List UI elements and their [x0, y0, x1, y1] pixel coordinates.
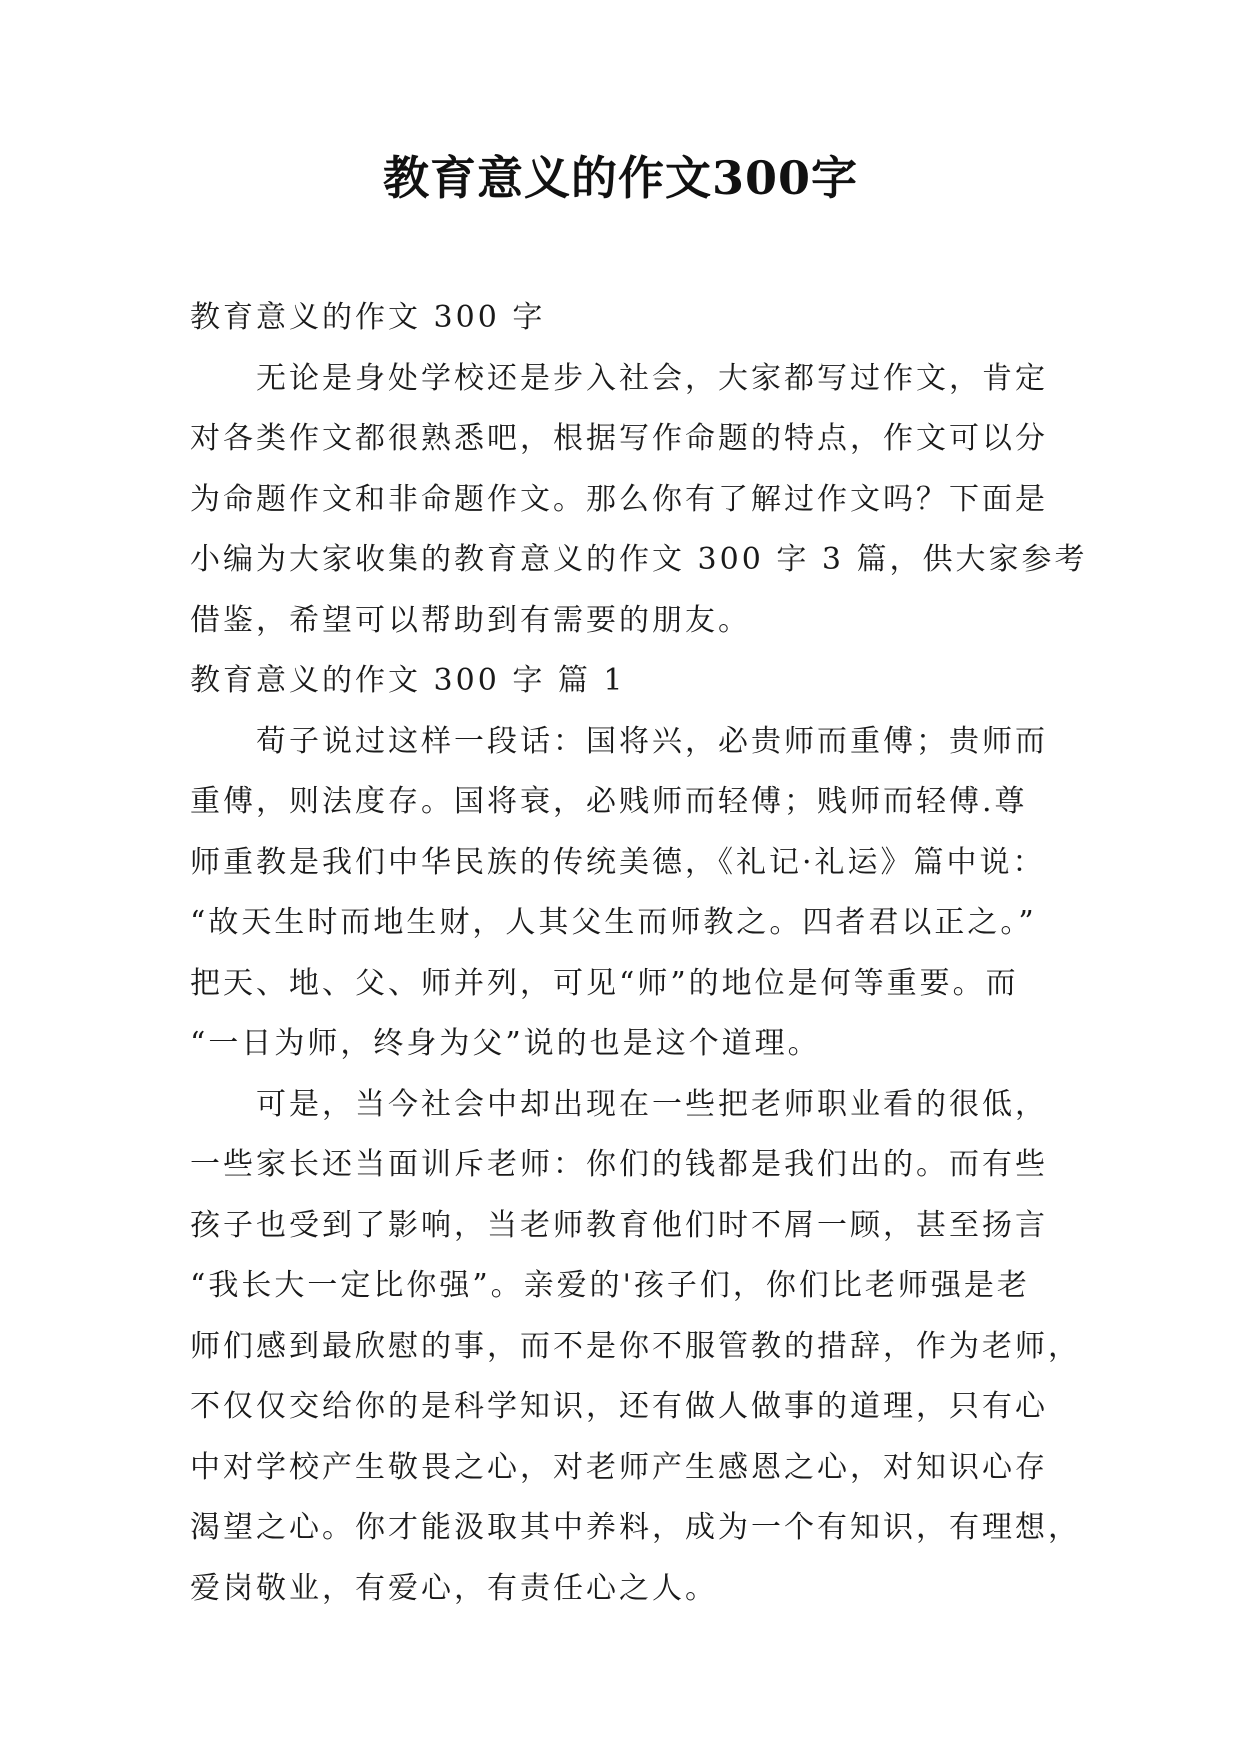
- paragraph-line: 中对学校产生敬畏之心，对老师产生感恩之心，对知识心存: [190, 1449, 1048, 1485]
- paragraph-line: “我长大一定比你强”。亲爱的'孩子们，你们比老师强是老: [190, 1268, 1030, 1303]
- paragraph-line: 对各类作文都很熟悉吧，根据写作命题的特点，作文可以分: [190, 421, 1048, 456]
- section-heading: 教育意义的作文 300 字 篇 1: [190, 663, 626, 698]
- document-subtitle: 教育意义的作文 300 字: [190, 300, 546, 335]
- essay-paragraph-2: [190, 1075, 1081, 1620]
- paragraph-line: “故天生时而地生财，人其父生而师教之。四者君以正之。”: [190, 905, 1037, 940]
- paragraph-line: 师重教是我们中华民族的传统美德，《礼记·礼运》篇中说：: [190, 844, 1046, 880]
- paragraph-line: 借鉴，希望可以帮助到有需要的朋友。: [190, 602, 751, 638]
- document-title: 教育意义的作文300字: [382, 151, 859, 205]
- document-body: [190, 288, 1088, 1619]
- paragraph-line: 重傅，则法度存。国将衰，必贱师而轻傅；贱师而轻傅.尊: [190, 784, 1028, 819]
- paragraph-line: 不仅仅交给你的是科学知识，还有做人做事的道理，只有心: [190, 1389, 1048, 1424]
- paragraph-line: “一日为师，终身为父”说的也是这个道理。: [190, 1026, 821, 1061]
- paragraph-line: 把天、地、父、师并列，可见“师”的地位是何等重要。而: [190, 965, 1019, 1001]
- paragraph-line: 无论是身处学校还是步入社会，大家都写过作文，肯定: [190, 360, 1048, 396]
- essay-paragraph-1: [190, 712, 1052, 1075]
- paragraph-line: 可是，当今社会中却出现在一些把老师职业看的很低，: [190, 1086, 1048, 1122]
- paragraph-line: 爱岗敬业，有爱心，有责任心之人。: [190, 1570, 718, 1606]
- paragraph-line: 渴望之心。你才能汲取其中养料，成为一个有知识，有理想，: [190, 1510, 1081, 1545]
- paragraph-line: 一些家长还当面训斥老师：你们的钱都是我们出的。而有些: [190, 1147, 1048, 1182]
- intro-paragraph: [190, 349, 1088, 652]
- paragraph-line: 小编为大家收集的教育意义的作文 300 字 3 篇，供大家参考: [190, 542, 1088, 577]
- paragraph-line: 师们感到最欣慰的事，而不是你不服管教的措辞，作为老师，: [190, 1328, 1081, 1364]
- paragraph-line: 为命题作文和非命题作文。那么你有了解过作文吗？下面是: [190, 481, 1048, 517]
- paragraph-line: 荀子说过这样一段话：国将兴，必贵师而重傅；贵师而: [190, 723, 1048, 759]
- paragraph-line: 孩子也受到了影响，当老师教育他们时不屑一顾，甚至扬言: [190, 1207, 1048, 1243]
